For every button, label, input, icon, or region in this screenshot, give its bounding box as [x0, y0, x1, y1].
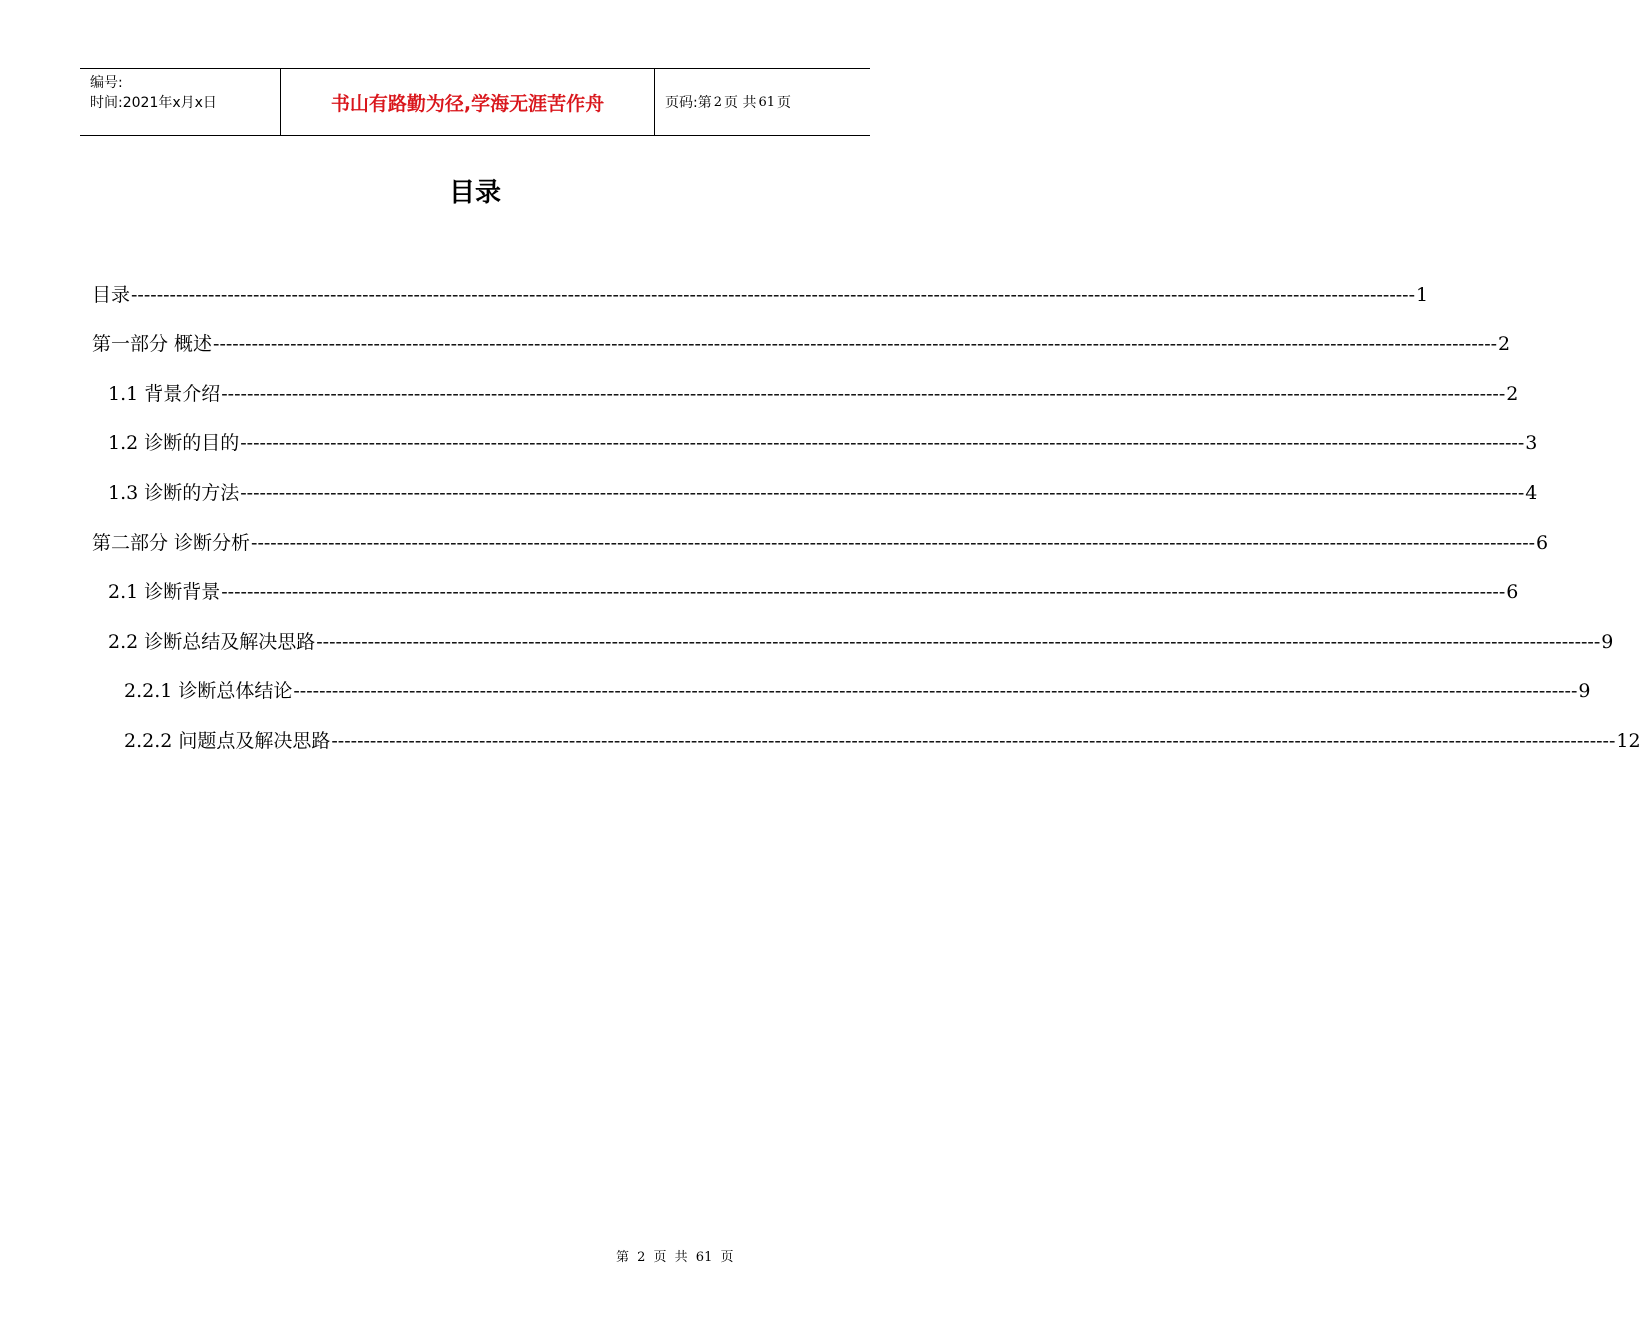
number-label: 编号:	[90, 75, 123, 91]
toc-leader: --------------------------------------------------------------------------------------------------------------------------------------------------------------------------------------------------------	[240, 482, 1525, 504]
toc-page: 2	[1498, 333, 1511, 355]
header-motto: 书山有路勤为径,学海无涯苦作舟	[281, 69, 655, 135]
toc-label: 第二部分 诊断分析	[92, 532, 251, 554]
toc-label: 1.2 诊断的目的	[108, 432, 240, 454]
toc-leader: --------------------------------------------------------------------------------------------------------------------------------------------------------------------------------------------------------	[221, 581, 1506, 603]
page-total: 61	[758, 94, 775, 110]
toc-label: 2.1 诊断背景	[108, 581, 221, 603]
toc-label: 1.1 背景介绍	[108, 383, 221, 405]
toc-label: 目录	[92, 284, 131, 306]
toc-page: 3	[1525, 432, 1538, 454]
toc-page: 9	[1601, 631, 1614, 653]
page-current: 2	[713, 94, 722, 110]
page-suffix: 页	[777, 95, 791, 111]
toc-leader: --------------------------------------------------------------------------------------------------------------------------------------------------------------------------------------------------------	[331, 730, 1616, 752]
toc-entry[interactable]	[92, 280, 1429, 310]
toc-label: 2.2.2 问题点及解决思路	[124, 730, 331, 752]
toc-leader: --------------------------------------------------------------------------------------------------------------------------------------------------------------------------------------------------------	[213, 333, 1498, 355]
toc-entry[interactable]	[108, 379, 1519, 409]
toc-page: 12	[1616, 730, 1641, 752]
toc-leader: --------------------------------------------------------------------------------------------------------------------------------------------------------------------------------------------------------	[240, 432, 1525, 454]
header-page-info	[655, 69, 870, 135]
toc-entry[interactable]	[92, 528, 1549, 558]
toc-leader: --------------------------------------------------------------------------------------------------------------------------------------------------------------------------------------------------------	[293, 680, 1578, 702]
toc-entry[interactable]	[124, 676, 1591, 706]
toc-label: 2.2.1 诊断总体结论	[124, 680, 293, 702]
toc-page: 9	[1578, 680, 1591, 702]
toc-entry[interactable]	[108, 577, 1519, 607]
page-prefix: 页码:第	[665, 95, 712, 111]
toc-page: 6	[1506, 581, 1519, 603]
page-header	[80, 68, 870, 136]
toc-entry[interactable]	[92, 329, 1511, 359]
page-mid: 页 共	[724, 95, 757, 111]
toc-label: 2.2 诊断总结及解决思路	[108, 631, 316, 653]
toc-label: 1.3 诊断的方法	[108, 482, 240, 504]
toc-leader: --------------------------------------------------------------------------------------------------------------------------------------------------------------------------------------------------------	[131, 284, 1415, 306]
toc-entry[interactable]	[124, 726, 1641, 756]
header-meta	[80, 69, 281, 135]
time-label: 时间:2021年x月x日	[90, 95, 217, 111]
page-footer: 第 2 页 共 61 页	[616, 1250, 734, 1265]
toc-page: 4	[1525, 482, 1538, 504]
toc-leader: --------------------------------------------------------------------------------------------------------------------------------------------------------------------------------------------------------	[316, 631, 1601, 653]
page-title: 目录	[448, 178, 501, 208]
toc-leader: --------------------------------------------------------------------------------------------------------------------------------------------------------------------------------------------------------	[221, 383, 1506, 405]
toc-leader: --------------------------------------------------------------------------------------------------------------------------------------------------------------------------------------------------------	[251, 532, 1536, 554]
toc-page: 2	[1506, 383, 1519, 405]
toc-entry[interactable]	[108, 428, 1538, 458]
toc-entry[interactable]	[108, 627, 1614, 657]
toc-entry[interactable]	[108, 478, 1538, 508]
toc-page: 1	[1416, 284, 1429, 306]
toc-label: 第一部分 概述	[92, 333, 213, 355]
toc-page: 6	[1536, 532, 1549, 554]
